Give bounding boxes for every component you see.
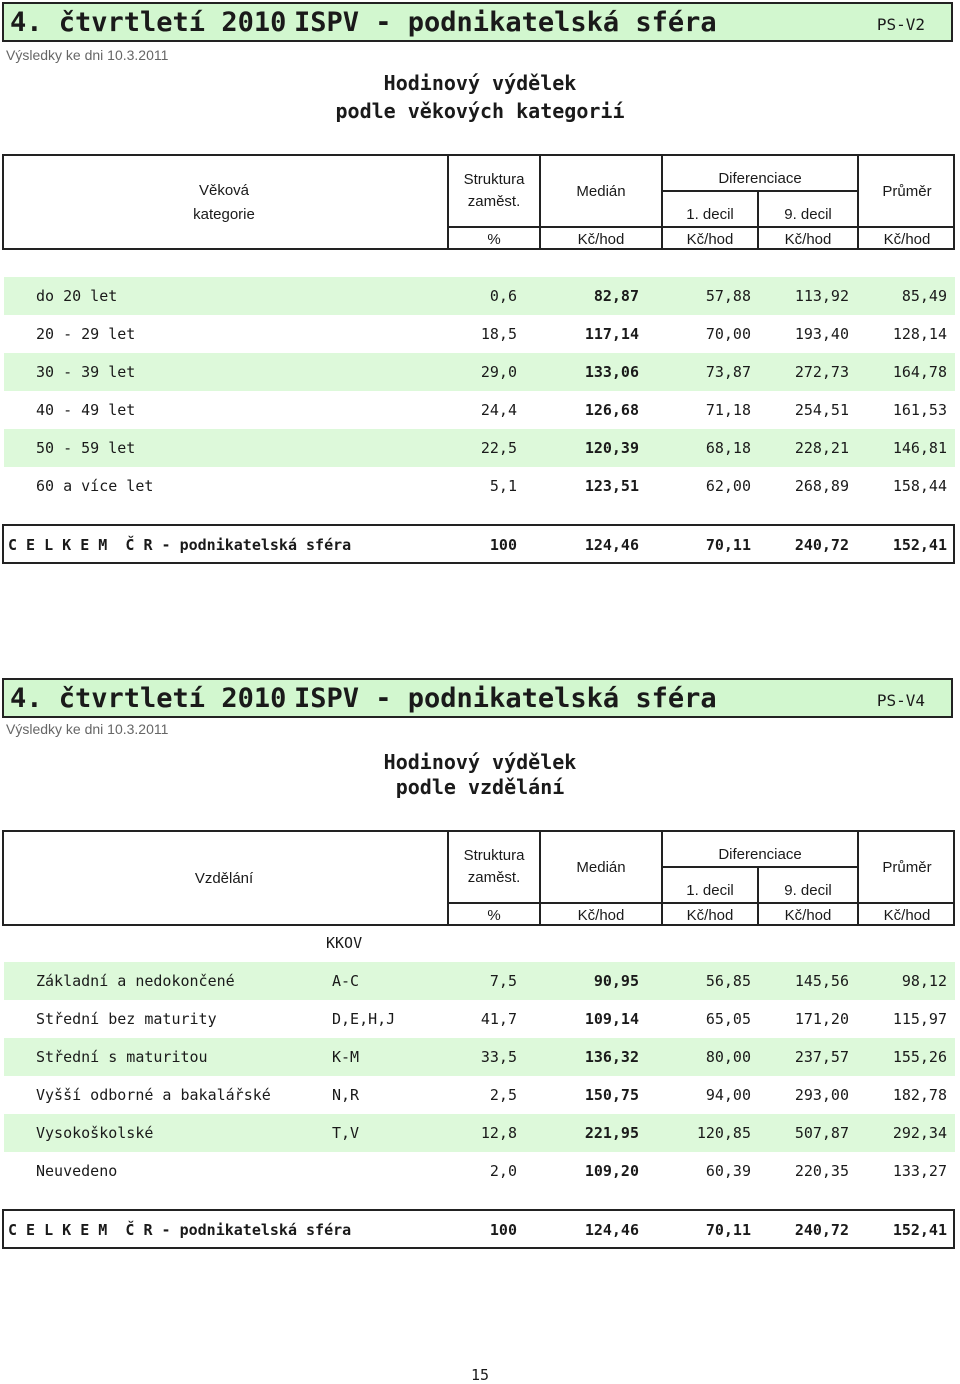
cell-pct: 7,5 bbox=[489, 972, 517, 990]
structure-header-line2: zaměst. bbox=[467, 869, 521, 886]
average-header: Průměr bbox=[882, 183, 932, 200]
cell-decile9: 254,51 bbox=[794, 401, 849, 419]
cell-decile9: 507,87 bbox=[794, 1124, 849, 1142]
table-row bbox=[4, 315, 955, 353]
cell-median: 123,51 bbox=[584, 477, 639, 495]
unit-average: Kč/hod bbox=[883, 231, 931, 248]
results-date: Výsledky ke dni 10.3.2011 bbox=[6, 721, 169, 737]
cell-kkov: D,E,H,J bbox=[332, 1010, 396, 1028]
cell-average: 133,27 bbox=[892, 1162, 947, 1180]
table-row bbox=[4, 391, 955, 429]
total-median: 124,46 bbox=[584, 536, 639, 554]
quarter-title: 4. čtvrtletí 2010 bbox=[10, 683, 287, 714]
quarter-title: 4. čtvrtletí 2010 bbox=[10, 7, 287, 38]
cell-median: 117,14 bbox=[584, 325, 639, 343]
cell-kkov: T,V bbox=[332, 1124, 360, 1142]
table-row bbox=[4, 353, 955, 391]
table-heading-line2: podle věkových kategorií bbox=[335, 99, 625, 123]
median-header: Medián bbox=[576, 859, 626, 876]
total-row bbox=[2, 524, 955, 564]
results-date: Výsledky ke dni 10.3.2011 bbox=[6, 47, 169, 63]
cell-median: 136,32 bbox=[584, 1048, 639, 1066]
row-label: 50 - 59 let bbox=[36, 439, 136, 457]
cell-pct: 22,5 bbox=[480, 439, 517, 457]
cell-pct: 18,5 bbox=[480, 325, 517, 343]
table-row bbox=[4, 962, 955, 1000]
table-row bbox=[4, 429, 955, 467]
cell-decile1: 70,00 bbox=[705, 325, 751, 343]
cell-decile9: 272,73 bbox=[794, 363, 849, 381]
cell-decile9: 228,21 bbox=[794, 439, 849, 457]
total-label: C E L K E M Č R - podnikatelská sféra bbox=[8, 536, 352, 554]
row-label: Střední s maturitou bbox=[36, 1048, 208, 1066]
cell-pct: 33,5 bbox=[480, 1048, 517, 1066]
row-label: Vysokoškolské bbox=[36, 1124, 154, 1142]
row-label: Střední bez maturity bbox=[36, 1010, 217, 1028]
decile9-header: 9. decil bbox=[784, 206, 832, 223]
total-pct: 100 bbox=[489, 1221, 517, 1239]
total-decile1: 70,11 bbox=[705, 1221, 751, 1239]
cell-median: 133,06 bbox=[584, 363, 639, 381]
table-row bbox=[4, 1152, 955, 1190]
row-label: 30 - 39 let bbox=[36, 363, 136, 381]
cell-pct: 41,7 bbox=[480, 1010, 517, 1028]
category-header: Věková bbox=[198, 182, 250, 199]
kkov-header: KKOV bbox=[326, 934, 363, 952]
total-decile1: 70,11 bbox=[705, 536, 751, 554]
cell-pct: 29,0 bbox=[480, 363, 517, 381]
unit-average: Kč/hod bbox=[883, 907, 931, 924]
cell-median: 221,95 bbox=[584, 1124, 639, 1142]
unit-decile1: Kč/hod bbox=[686, 907, 734, 924]
row-label: 60 a více let bbox=[36, 477, 154, 495]
decile1-header: 1. decil bbox=[686, 206, 734, 223]
cell-average: 115,97 bbox=[892, 1010, 947, 1028]
section-title-bar bbox=[2, 678, 953, 718]
unit-median: Kč/hod bbox=[577, 907, 625, 924]
table-header bbox=[2, 154, 955, 250]
table-row bbox=[4, 1076, 955, 1114]
cell-decile9: 237,57 bbox=[794, 1048, 849, 1066]
row-label: do 20 let bbox=[36, 287, 118, 305]
cell-decile9: 145,56 bbox=[794, 972, 849, 990]
unit-decile9: Kč/hod bbox=[784, 231, 832, 248]
section-title-bar bbox=[2, 2, 953, 42]
structure-header: Struktura bbox=[463, 171, 525, 188]
cell-median: 150,75 bbox=[584, 1086, 639, 1104]
cell-pct: 5,1 bbox=[489, 477, 517, 495]
unit-decile1: Kč/hod bbox=[686, 231, 734, 248]
cell-kkov: N,R bbox=[332, 1086, 360, 1104]
cell-average: 146,81 bbox=[892, 439, 947, 457]
total-decile9: 240,72 bbox=[794, 1221, 849, 1239]
table-row bbox=[4, 1114, 955, 1152]
survey-title: ISPV - podnikatelská sféra bbox=[294, 683, 717, 714]
table-row bbox=[4, 277, 955, 315]
table-row bbox=[4, 1000, 955, 1038]
cell-median: 90,95 bbox=[593, 972, 639, 990]
table-header bbox=[2, 830, 955, 926]
decile9-header: 9. decil bbox=[784, 882, 832, 899]
decile1-header: 1. decil bbox=[686, 882, 734, 899]
cell-decile1: 68,18 bbox=[705, 439, 751, 457]
cell-median: 109,14 bbox=[584, 1010, 639, 1028]
cell-average: 161,53 bbox=[892, 401, 947, 419]
cell-decile1: 120,85 bbox=[696, 1124, 751, 1142]
table-code: PS-V2 bbox=[876, 15, 925, 34]
total-average: 152,41 bbox=[892, 536, 947, 554]
page-number: 15 bbox=[470, 1366, 490, 1384]
row-label: Neuvedeno bbox=[36, 1162, 118, 1180]
unit-decile9: Kč/hod bbox=[784, 907, 832, 924]
structure-header: Struktura bbox=[463, 847, 525, 864]
cell-average: 128,14 bbox=[892, 325, 947, 343]
table-heading-line2: podle vzdělání bbox=[395, 775, 565, 799]
cell-pct: 2,0 bbox=[489, 1162, 517, 1180]
cell-decile1: 73,87 bbox=[705, 363, 751, 381]
cell-average: 98,12 bbox=[901, 972, 947, 990]
row-label: Základní a nedokončené bbox=[36, 972, 235, 990]
cell-decile9: 113,92 bbox=[794, 287, 849, 305]
unit-median: Kč/hod bbox=[577, 231, 625, 248]
cell-decile1: 56,85 bbox=[705, 972, 751, 990]
differentiation-header: Diferenciace bbox=[718, 170, 802, 187]
row-label: Vyšší odborné a bakalářské bbox=[36, 1086, 271, 1104]
total-pct: 100 bbox=[489, 536, 517, 554]
cell-decile9: 293,00 bbox=[794, 1086, 849, 1104]
cell-decile9: 220,35 bbox=[794, 1162, 849, 1180]
table-row bbox=[4, 1038, 955, 1076]
cell-average: 292,34 bbox=[892, 1124, 947, 1142]
total-label: C E L K E M Č R - podnikatelská sféra bbox=[8, 1221, 352, 1239]
cell-decile9: 193,40 bbox=[794, 325, 849, 343]
cell-average: 85,49 bbox=[901, 287, 947, 305]
category-header-line2: kategorie bbox=[193, 206, 255, 223]
cell-median: 126,68 bbox=[584, 401, 639, 419]
cell-decile1: 71,18 bbox=[705, 401, 751, 419]
table-row bbox=[4, 467, 955, 505]
total-median: 124,46 bbox=[584, 1221, 639, 1239]
cell-decile1: 60,39 bbox=[705, 1162, 751, 1180]
average-header: Průměr bbox=[882, 859, 932, 876]
table-heading-line1: Hodinový výdělek bbox=[383, 750, 577, 774]
cell-kkov: A-C bbox=[332, 972, 360, 990]
cell-pct: 0,6 bbox=[489, 287, 517, 305]
total-decile9: 240,72 bbox=[794, 536, 849, 554]
structure-header-line2: zaměst. bbox=[467, 193, 521, 210]
cell-average: 164,78 bbox=[892, 363, 947, 381]
cell-pct: 24,4 bbox=[480, 401, 517, 419]
row-label: 20 - 29 let bbox=[36, 325, 136, 343]
unit-pct: % bbox=[487, 907, 501, 924]
cell-decile1: 65,05 bbox=[705, 1010, 751, 1028]
table-heading-line1: Hodinový výdělek bbox=[383, 71, 577, 95]
cell-decile1: 62,00 bbox=[705, 477, 751, 495]
category-header: Vzdělání bbox=[194, 870, 254, 887]
cell-average: 158,44 bbox=[892, 477, 947, 495]
differentiation-header: Diferenciace bbox=[718, 846, 802, 863]
cell-decile9: 171,20 bbox=[794, 1010, 849, 1028]
cell-average: 155,26 bbox=[892, 1048, 947, 1066]
cell-median: 109,20 bbox=[584, 1162, 639, 1180]
total-average: 152,41 bbox=[892, 1221, 947, 1239]
cell-decile1: 94,00 bbox=[705, 1086, 751, 1104]
survey-title: ISPV - podnikatelská sféra bbox=[294, 7, 717, 38]
cell-decile9: 268,89 bbox=[794, 477, 849, 495]
unit-pct: % bbox=[487, 231, 501, 248]
cell-pct: 2,5 bbox=[489, 1086, 517, 1104]
cell-pct: 12,8 bbox=[480, 1124, 517, 1142]
cell-median: 82,87 bbox=[593, 287, 639, 305]
cell-decile1: 80,00 bbox=[705, 1048, 751, 1066]
row-label: 40 - 49 let bbox=[36, 401, 136, 419]
median-header: Medián bbox=[576, 183, 626, 200]
cell-average: 182,78 bbox=[892, 1086, 947, 1104]
total-row bbox=[2, 1209, 955, 1249]
cell-median: 120,39 bbox=[584, 439, 639, 457]
cell-kkov: K-M bbox=[332, 1048, 360, 1066]
cell-decile1: 57,88 bbox=[705, 287, 751, 305]
table-code: PS-V4 bbox=[876, 691, 925, 710]
